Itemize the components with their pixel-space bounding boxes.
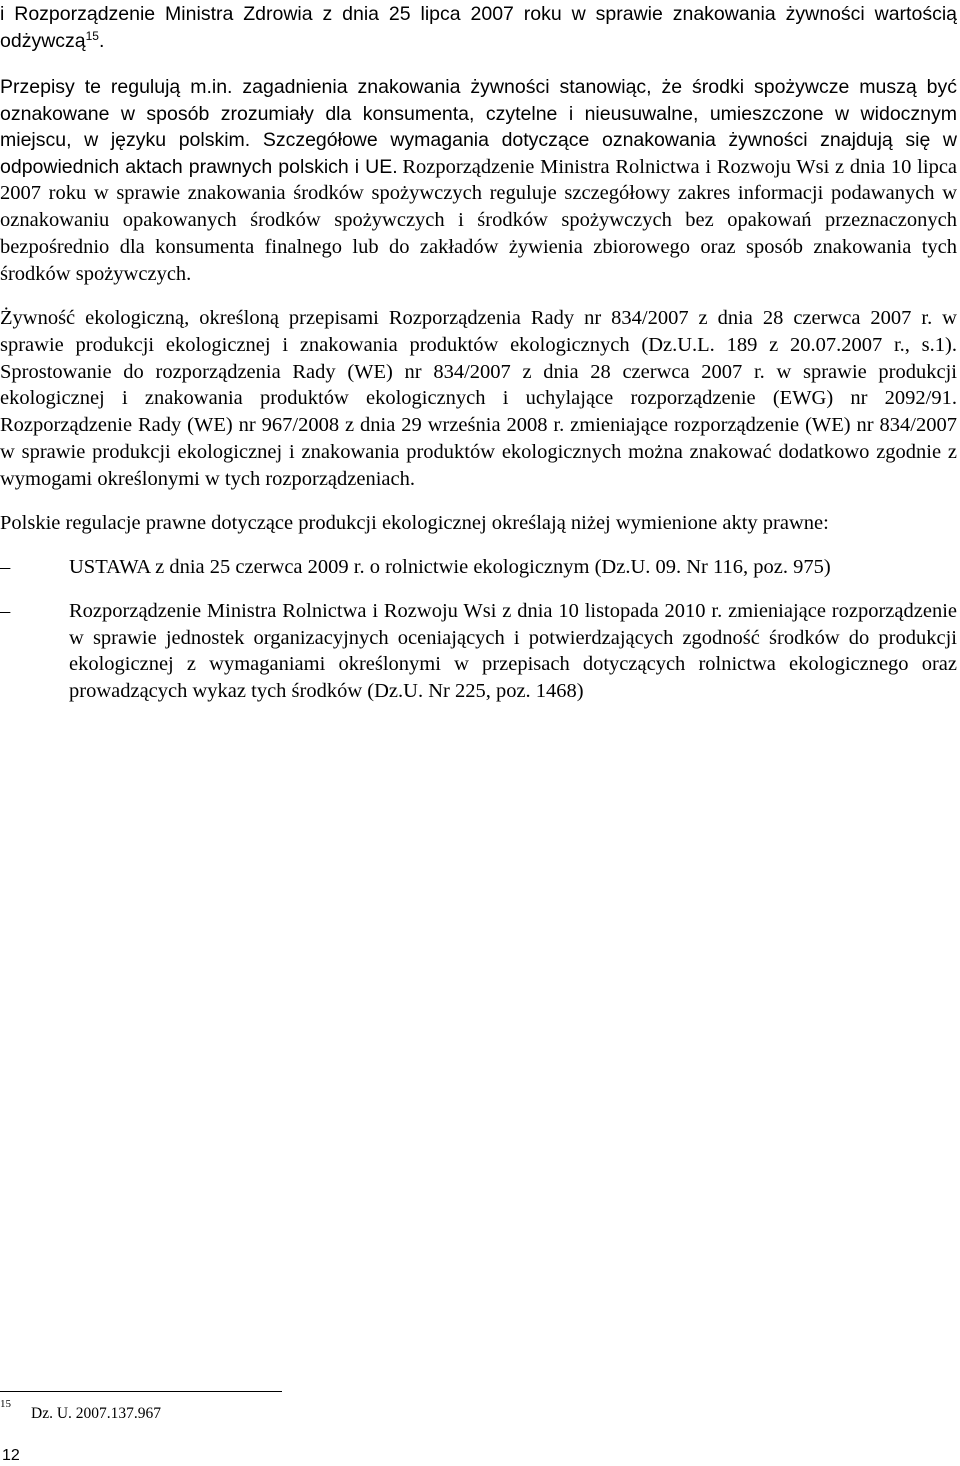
paragraph-labeling-rules-sans: Przepisy te regulują m.in. zagadnienia znakowania żywności stanowiąc, że środki spożywcze muszą być oznakowane w sposób zrozumiały dla konsumenta, czytelne i nieusuwalne, umieszczone w widocznym miejscu, w języku polskim. Szczegółowe wymagania dotyczące oznakowania żywności znajdują się w odpowiednich aktach prawnych polskich i UE. <box>0 76 957 178</box>
footnote-number: 15 <box>0 1398 11 1410</box>
footnote-text: Dz. U. 2007.137.967 <box>31 1405 162 1422</box>
dash-bullet: – <box>0 599 11 622</box>
list-item-text: Rozporządzenie Ministra Rolnictwa i Rozwoju Wsi z dnia 10 listopada 2010 r. zmieniające rozporządzenie w sprawie jednostek organizacyjnych oceniających i potwierdzających zgodność środków do produkcji ekologicznej z wymaganiami określonymi w przepisach dotyczących rolnictwa ekologicznego oraz prowadzących wykaz tych środków (Dz.U. Nr 225, poz. 1468) <box>69 599 957 703</box>
dash-bullet: – <box>0 556 11 578</box>
paragraph-organic-food: Żywność ekologiczną, określoną przepisami Rozporządzenia Rady nr 834/2007 z dnia 28 czerwca 2007 r. w sprawie produkcji ekologicznej i znakowania produktów ekologicznych (Dz.U.L. 189 z 20.07.2007 r., s.1). Sprostowanie do rozporządzenia Rady (WE) nr 834/2007 z dnia 28 czerwca 2007 r. w sprawie produkcji ekologicznej i znakowania produktów ekologicznych i uchylające rozporządzenie (EWG) nr 2092/91. Rozporządzenie Rady (WE) nr 967/2008 z dnia 29 września 2008 r. zmieniające rozporządzenie (WE) nr 834/2007 w sprawie produkcji ekologicznej i znakowania produktów ekologicznych można znakować dodatkowo zgodnie z wymogami określonymi w tych rozporządzeniach. <box>0 307 957 490</box>
paragraph-labeling-rules-serif: Rozporządzenie Ministra Rolnictwa i Rozwoju Wsi z dnia 10 lipca 2007 roku w sprawie znakowania środków spożywczych reguluje szczegółowy zakres informacji podawanych w oznakowaniu opakowanych środków spożywczych i środków spożywczych bez opakowań przeznaczonych bezpośrednio dla konsumenta finalnego lub do zakładów żywienia zbiorowego oraz sposób znakowania tych środków spożywczych. <box>0 155 958 285</box>
footnote-separator <box>0 1391 282 1392</box>
footnote <box>0 1398 162 1422</box>
intro-text: i Rozporządzenie Ministra Zdrowia z dnia 25 lipca 2007 roku w sprawie znakowania żywności wartością odżywczą <box>0 3 957 52</box>
intro-end: . <box>98 29 105 52</box>
paragraph-labeling-rules <box>0 74 957 287</box>
list-item <box>0 598 960 705</box>
legal-acts-list <box>0 554 960 705</box>
list-item <box>0 554 960 581</box>
footnote-reference: 15 <box>85 28 99 43</box>
paragraph-polish-regulations: Polskie regulacje prawne dotyczące produkcji ekologicznej określają niżej wymienione akty prawne: <box>0 512 829 534</box>
page-number: 12 <box>2 1447 20 1464</box>
intro-paragraph <box>0 1 957 54</box>
list-item-text: USTAWA z dnia 25 czerwca 2009 r. o rolnictwie ekologicznym (Dz.U. 09. Nr 116, poz. 975) <box>69 556 831 578</box>
